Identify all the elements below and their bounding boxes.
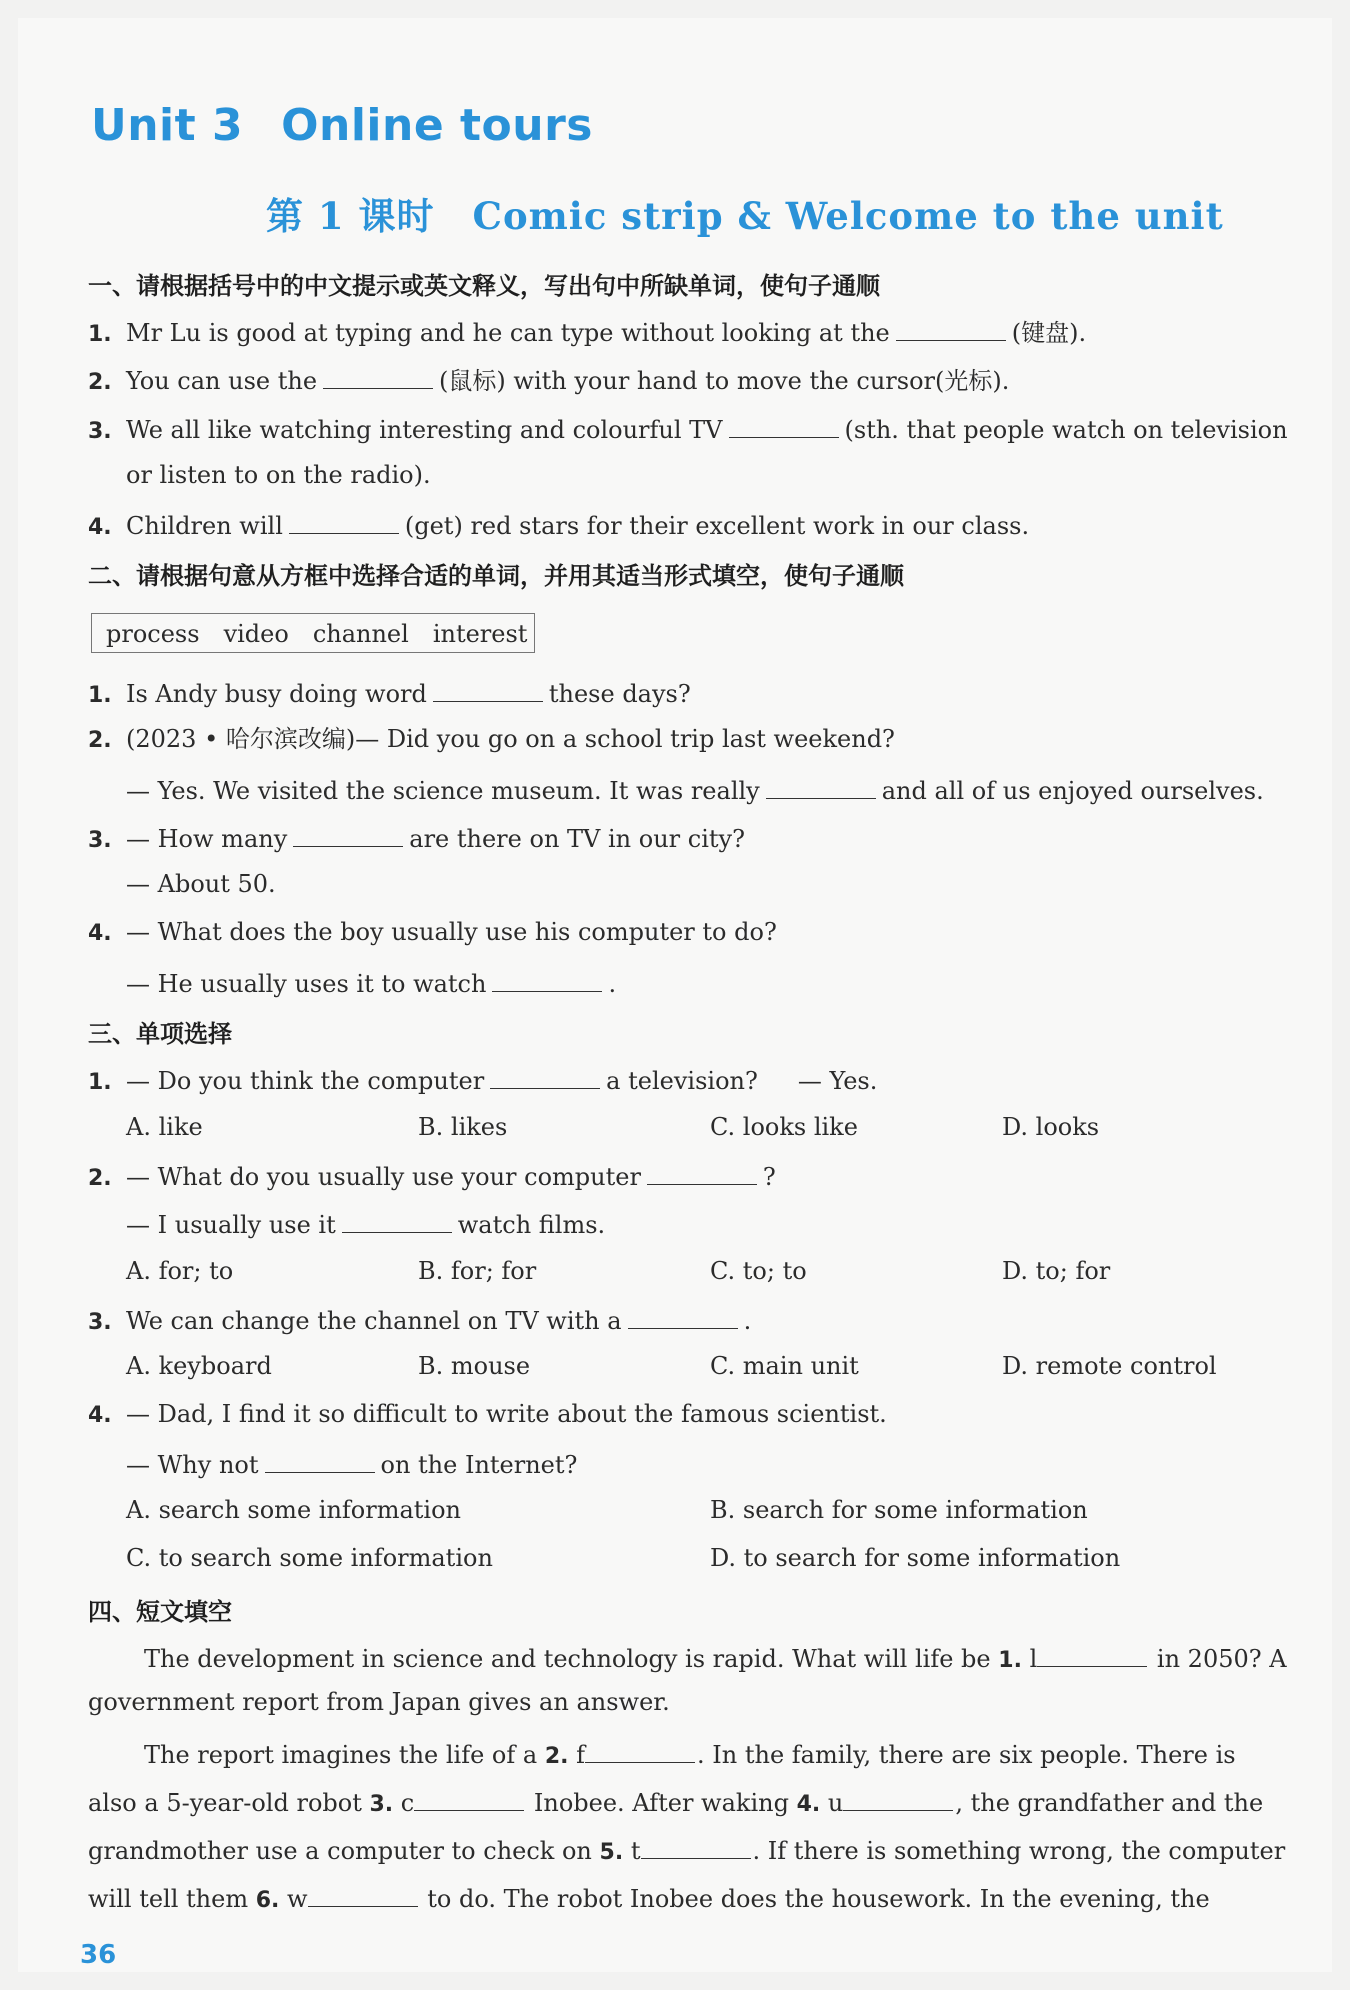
s2-item-2: 2. (2023 • 哈尔滨改编)— Did you go on a school trip last weekend? — [88, 725, 895, 753]
s2-item-2-answer: — Yes. We visited the science museum. It was really and all of us enjoyed ourselves. — [126, 772, 1264, 807]
word-bank-item: video — [223, 620, 289, 648]
s3-q2-option-d[interactable]: D. to; for — [1002, 1257, 1111, 1285]
s3-q2: 2. — What do you usually use your computer ? — [88, 1158, 776, 1195]
answer-blank[interactable] — [729, 411, 839, 438]
s3-q4-option-a[interactable]: A. search some information — [126, 1496, 462, 1524]
s2-item-4-answer: — He usually uses it to watch . — [126, 965, 616, 1000]
s2-item-1: 1. Is Andy busy doing word these days? — [88, 675, 691, 712]
answer-blank[interactable] — [647, 1158, 757, 1185]
s3-q1-option-d[interactable]: D. looks — [1002, 1113, 1100, 1141]
s3-q2-option-c[interactable]: C. to; to — [710, 1257, 807, 1285]
answer-blank[interactable] — [414, 1784, 524, 1811]
answer-blank[interactable] — [1037, 1640, 1147, 1667]
s3-q2-option-b[interactable]: B. for; for — [418, 1257, 537, 1285]
s1-item-4: 4. Children will (get) red stars for their excellent work in our class. — [88, 507, 1029, 544]
s3-q4-line2: — Why not on the Internet? — [126, 1446, 577, 1481]
word-bank-item: interest — [432, 620, 528, 648]
lesson-label: 第 1 课时 — [266, 194, 435, 238]
s3-q4-option-c[interactable]: C. to search some information — [126, 1544, 493, 1572]
answer-blank[interactable] — [490, 1062, 600, 1089]
section3-heading: 三、单项选择 — [88, 1020, 232, 1048]
answer-blank[interactable] — [585, 1736, 695, 1763]
word-bank-box — [91, 613, 535, 653]
s3-q3-option-a[interactable]: A. keyboard — [126, 1352, 272, 1380]
unit-title — [91, 100, 593, 151]
answer-blank[interactable] — [843, 1784, 953, 1811]
passage-line-5: grandmother use a computer to check on 5. t . If there is something wrong, the computer — [88, 1832, 1298, 1865]
page-number: 36 — [80, 1940, 117, 1970]
s1-item-1: 1. Mr Lu is good at typing and he can type without looking at the (键盘). — [88, 314, 1086, 351]
s3-q1-option-a[interactable]: A. like — [126, 1113, 203, 1141]
unit-name: Online tours — [281, 100, 593, 151]
worksheet-page — [18, 18, 1332, 1972]
lesson-name: Comic strip & Welcome to the unit — [472, 194, 1224, 238]
s3-q4-option-d[interactable]: D. to search for some information — [710, 1544, 1121, 1572]
passage-line-1: The development in science and technology is rapid. What will life be 1. l in 2050? A — [88, 1640, 1350, 1673]
answer-blank[interactable] — [628, 1302, 738, 1329]
answer-blank[interactable] — [289, 507, 399, 534]
s1-item-2: 2. You can use the (鼠标) with your hand to move the cursor(光标). — [88, 362, 1009, 399]
s3-q1: 1. — Do you think the computer a television? — Yes. — [88, 1062, 877, 1099]
s1-item-3-cont: or listen to on the radio). — [126, 461, 431, 489]
section4-heading: 四、短文填空 — [88, 1598, 232, 1626]
answer-blank[interactable] — [766, 772, 876, 799]
answer-blank[interactable] — [433, 675, 543, 702]
word-bank-item: channel — [312, 620, 409, 648]
answer-blank[interactable] — [641, 1832, 751, 1859]
answer-blank[interactable] — [265, 1446, 375, 1473]
s2-item-3: 3. — How many are there on TV in our city? — [88, 820, 745, 857]
passage-line-3: The report imagines the life of a 2. f . In the family, there are six people. There is — [88, 1736, 1350, 1769]
answer-blank[interactable] — [896, 314, 1006, 341]
s3-q2-line2: — I usually use it watch films. — [126, 1206, 605, 1241]
answer-blank[interactable] — [323, 362, 433, 389]
section2-heading: 二、请根据句意从方框中选择合适的单词，并用其适当形式填空，使句子通顺 — [88, 562, 904, 590]
section1-heading: 一、请根据括号中的中文提示或英文释义，写出句中所缺单词，使句子通顺 — [88, 272, 880, 300]
s2-item-3-answer: — About 50. — [126, 870, 276, 898]
s3-q3-option-b[interactable]: B. mouse — [418, 1352, 531, 1380]
answer-blank[interactable] — [293, 820, 403, 847]
word-bank-item: process — [106, 620, 200, 648]
s3-q4-option-b[interactable]: B. search for some information — [710, 1496, 1088, 1524]
passage-line-6: will tell them 6. w to do. The robot Inobee does the housework. In the evening, the — [88, 1880, 1298, 1913]
s3-q3: 3. We can change the channel on TV with a . — [88, 1302, 751, 1339]
lesson-title — [266, 186, 1224, 240]
s3-q4: 4. — Dad, I find it so difficult to write about the famous scientist. — [88, 1400, 887, 1428]
s3-q3-option-d[interactable]: D. remote control — [1002, 1352, 1217, 1380]
answer-blank[interactable] — [308, 1880, 418, 1907]
s3-q1-option-b[interactable]: B. likes — [418, 1113, 508, 1141]
passage-line-2: government report from Japan gives an answer. — [88, 1688, 670, 1716]
s3-q1-option-c[interactable]: C. looks like — [710, 1113, 858, 1141]
answer-blank[interactable] — [492, 965, 602, 992]
answer-blank[interactable] — [342, 1206, 452, 1233]
s2-item-4: 4. — What does the boy usually use his computer to do? — [88, 918, 777, 946]
s1-item-3: 3. We all like watching interesting and colourful TV (sth. that people watch on television — [88, 411, 1288, 448]
s3-q2-option-a[interactable]: A. for; to — [126, 1257, 234, 1285]
s3-q3-option-c[interactable]: C. main unit — [710, 1352, 859, 1380]
unit-label: Unit 3 — [91, 100, 244, 151]
passage-line-4: also a 5-year-old robot 3. c Inobee. After waking 4. u , the grandfather and the — [88, 1784, 1298, 1817]
